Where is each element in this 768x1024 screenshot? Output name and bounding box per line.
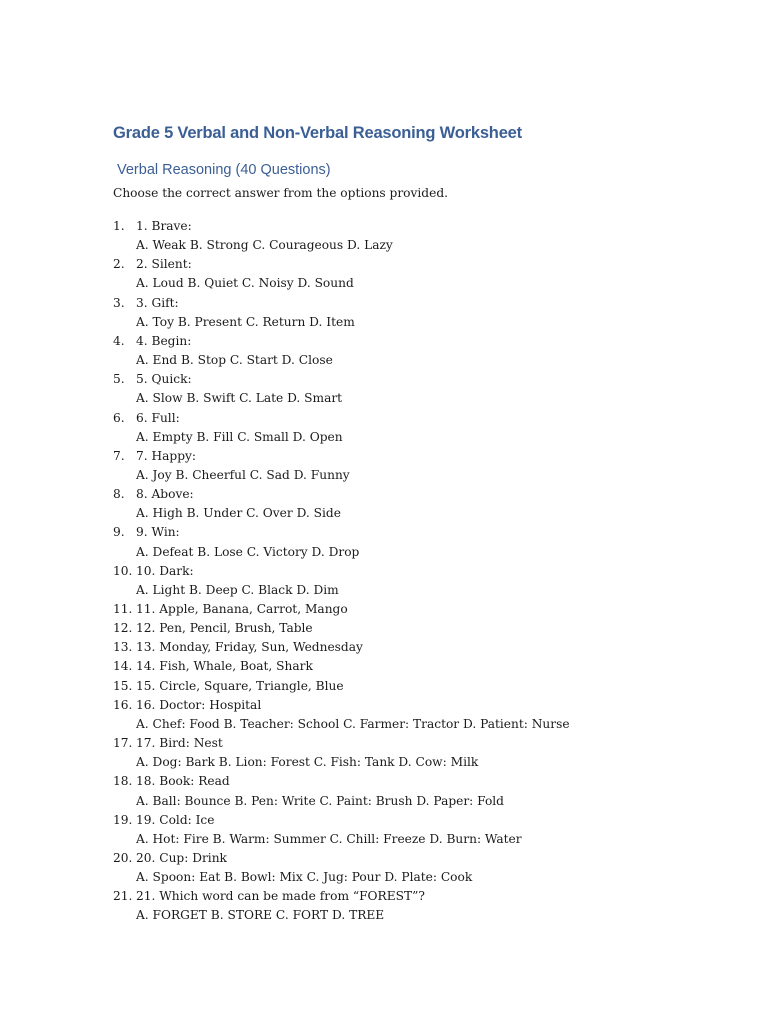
question-text: 11. Apple, Banana, Carrot, Mango [136, 602, 348, 616]
question-text: 3. Gift: [136, 295, 179, 310]
question-number: 4. [113, 333, 125, 348]
question-text: 1. Brave: [136, 219, 192, 233]
question-number: 17. [113, 736, 133, 751]
question-text: 9. Win: [136, 525, 180, 540]
question-number: 7. [113, 448, 125, 463]
question-text: 5. Quick: [136, 372, 192, 387]
question-number: 15. [113, 678, 133, 693]
question-text: 12. Pen, Pencil, Brush, Table [136, 621, 313, 636]
question-text: 6. Full: [136, 410, 180, 425]
question-number: 11. [113, 602, 133, 616]
question-text: 18. Book: Read [136, 774, 230, 789]
question-text: 4. Begin: [136, 333, 192, 348]
question-text: 15. Circle, Square, Triangle, Blue [136, 678, 344, 693]
question-text: 10. Dark: [136, 563, 194, 578]
question-options: A. High B. Under C. Over D. Side [136, 506, 341, 521]
question-options: A. Loud B. Quiet C. Noisy D. Sound [136, 276, 354, 291]
question-options: A. Slow B. Swift C. Late D. Smart [136, 391, 343, 406]
question-number: 3. [113, 295, 125, 310]
question-number: 2. [113, 257, 125, 272]
question-text: 20. Cup: Drink [136, 850, 227, 865]
question-options: A. Weak B. Strong C. Courageous D. Lazy [136, 238, 393, 253]
question-text: 16. Doctor: Hospital [136, 697, 262, 712]
worksheet-title: Grade 5 Verbal and Non-Verbal Reasoning Worksheet [113, 124, 522, 142]
question-number: 9. [113, 525, 125, 540]
question-number: 21. [113, 889, 133, 904]
question-options: A. Joy B. Cheerful C. Sad D. Funny [136, 467, 350, 482]
question-number: 19. [113, 812, 133, 827]
question-text: 19. Cold: Ice [136, 812, 215, 827]
question-number: 12. [113, 621, 133, 636]
question-number: 5. [113, 372, 125, 387]
question-text: 14. Fish, Whale, Boat, Shark [136, 659, 313, 674]
question-number: 14. [113, 659, 133, 674]
question-number: 20. [113, 850, 133, 865]
question-options: A. Spoon: Eat B. Bowl: Mix C. Jug: Pour D. Plate: Cook [136, 870, 473, 885]
question-options: A. Defeat B. Lose C. Victory D. Drop [136, 544, 360, 559]
question-options: A. Light B. Deep C. Black D. Dim [136, 582, 339, 597]
question-options: A. End B. Stop C. Start D. Close [136, 353, 333, 368]
question-text: 8. Above: [136, 487, 194, 502]
question-text: 17. Bird: Nest [136, 736, 223, 751]
question-text: 7. Happy: [136, 448, 196, 463]
question-number: 18. [113, 774, 133, 789]
question-number: 6. [113, 410, 125, 425]
question-text: 21. Which word can be made from “FOREST”? [136, 889, 425, 904]
question-options: A. Ball: Bounce B. Pen: Write C. Paint: Brush D. Paper: Fold [136, 793, 504, 808]
question-options: A. Chef: Food B. Teacher: School C. Farmer: Tractor D. Patient: Nurse [136, 716, 570, 731]
question-number: 16. [113, 697, 133, 712]
question-options: A. Empty B. Fill C. Small D. Open [136, 429, 343, 444]
section-heading: Verbal Reasoning (40 Questions) [117, 162, 331, 178]
question-options: A. Dog: Bark B. Lion: Forest C. Fish: Tank D. Cow: Milk [136, 755, 479, 770]
question-options: A. FORGET B. STORE C. FORT D. TREE [136, 908, 385, 923]
instructions-text: Choose the correct answer from the options provided. [113, 186, 448, 200]
question-options: A. Toy B. Present C. Return D. Item [136, 314, 355, 329]
question-number: 10. [113, 563, 133, 578]
question-number: 1. [113, 219, 125, 233]
question-number: 8. [113, 487, 125, 502]
question-text: 2. Silent: [136, 257, 192, 272]
question-text: 13. Monday, Friday, Sun, Wednesday [136, 640, 363, 655]
question-number: 13. [113, 640, 133, 655]
question-options: A. Hot: Fire B. Warm: Summer C. Chill: Freeze D. Burn: Water [136, 831, 522, 846]
